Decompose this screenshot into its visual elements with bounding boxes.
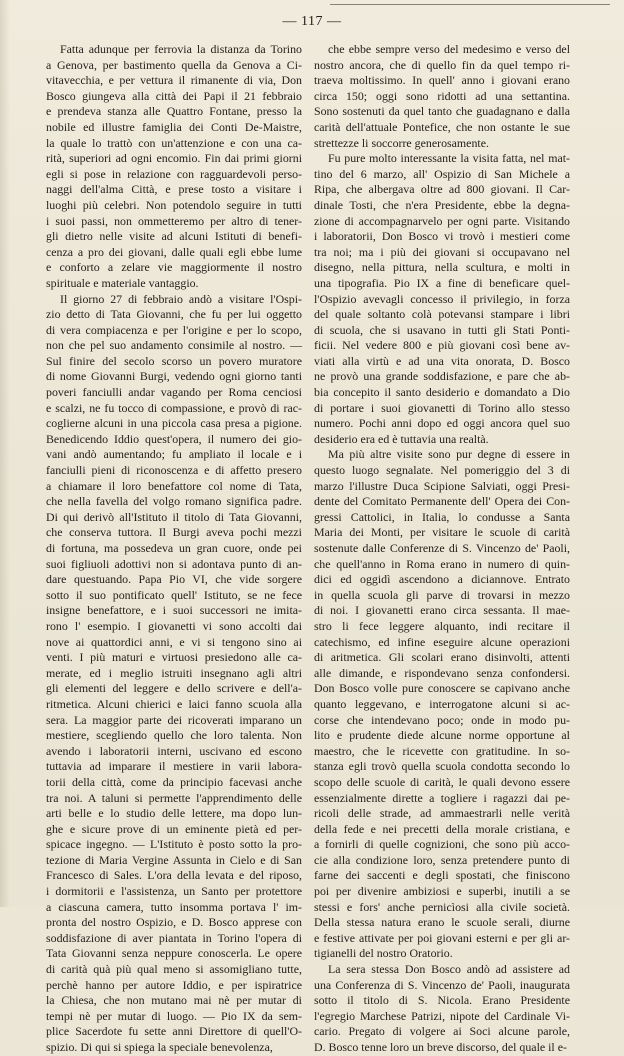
text-line: catechismo, ed infine eseguire alcune operazioni	[314, 634, 570, 649]
text-line: di portare i suoi giovanetti di Torino allo stesso	[314, 400, 570, 415]
text-line: ritmetica. Alcuni chierici e laici fanno scuola alla	[46, 696, 302, 711]
text-line: di vera compiacenza e per l'origine e per lo scopo,	[46, 322, 302, 337]
text-line: scopo delle scuole di carità, le quali devono essere	[314, 774, 570, 789]
text-line: dare questuando. Papa Pio VI, che vide sorgere	[46, 572, 302, 587]
text-line: a fornirli di quelle cognizioni, che sono più acco-	[314, 837, 570, 852]
text-line: Ma più altre visite sono pur degne di essere in	[328, 447, 570, 462]
text-line: farne dei saccenti e degli spostati, che finiscono	[314, 868, 570, 883]
text-line: a Genova, per bastimento quella da Genova a Ci-	[46, 57, 302, 72]
text-line: sera. La maggior parte dei ricoverati imparano un	[46, 712, 302, 727]
text-line: strettezze li soccorre generosamente.	[314, 135, 489, 150]
text-line: che ebbe sempre verso del medesimo e verso del	[328, 42, 570, 56]
text-line: zione di accompagnarvelo per ogni parte. Visitando	[314, 213, 570, 228]
text-line: questo luogo segnalate. Nel pomeriggio del 3 di	[314, 463, 570, 478]
text-line: luoghi più celebri. Non potendolo seguire in tutti	[46, 197, 302, 212]
text-line: tra noi; ma i più dei giovani si occupavano nel	[314, 244, 570, 259]
text-line: di aritmetica. Gli scolari erano disinvolti, attenti	[314, 650, 570, 665]
text-line: una Conferenza di S. Vincenzo de' Paoli, inaugurata	[314, 977, 570, 992]
text-line: circa 150; oggi sono ridotti ad una settantina.	[314, 88, 570, 103]
text-line: sotto il titolo di S. Nicola. Erano Presidente	[314, 993, 570, 1008]
text-line: nobile ed illustre famiglia dei Conti De-Maistre,	[46, 119, 302, 134]
text-line: che conserva tuttora. Il Burgi aveva pochi mezzi	[46, 525, 302, 540]
text-line: tezione di Maria Vergine Assunta in Cielo e di San	[46, 852, 302, 867]
text-line: traeva moltissimo. In quell' anno i giovani erano	[314, 73, 570, 88]
text-line: nostro ancora, che di quello fin da quel tempo ri-	[314, 57, 570, 72]
text-line: spizio. Di qui si spiega la speciale benevolenza,	[46, 1040, 273, 1054]
paragraph	[46, 42, 302, 292]
left-column	[46, 42, 302, 1056]
text-line: stro li fece leggere alquanto, indi recitare il	[314, 618, 570, 633]
text-line: di fortuna, ma possedeva un gran cuore, onde pei	[46, 541, 302, 555]
text-line: disegno, nella pittura, nella scultura, e molti in	[314, 260, 570, 275]
text-line: vani andò aumentando; fu ampliato il locale e i	[46, 447, 302, 462]
text-line: poveri fanciulli andar vagando per Roma cenciosi	[46, 385, 302, 400]
text-line: Maria dei Monti, per visitare le scuole di carità	[314, 525, 570, 540]
text-line: torii della città, come da principio facevasi anche	[46, 774, 302, 789]
text-line: la Chiesa, che non mutano mai nè per mutar di	[46, 993, 302, 1008]
text-line: di noi. I giovanetti erano circa sessanta. Il mae-	[314, 603, 570, 618]
text-line: Sono sostenuti da quel tanto che guadagnano e dalla	[314, 104, 570, 119]
text-line: corse che intendevano poco; onde in modo pu-	[314, 712, 570, 727]
paragraph	[314, 151, 570, 447]
text-line: maestro, che le ricevette con gratitudine. In so-	[314, 743, 570, 758]
text-line: Fu pure molto interessante la visita fatta, nel mat-	[328, 151, 570, 166]
text-line: che quell'anno in Roma erano in numero di quin-	[314, 556, 570, 571]
text-line: Tata Giovanni senza neppure conoscerla. Le opere	[46, 946, 302, 961]
text-line: l'Ospizio avevagli concesso il privilegio, in forza	[314, 291, 570, 306]
text-line: ficii. Nel vedere 800 e più giovani così bene av-	[314, 338, 570, 353]
paragraph	[314, 447, 570, 962]
text-line: gli elementi del leggere e dello scrivere e dell'a-	[46, 681, 302, 696]
text-line: merate, ed i meglio istruiti insegnano agli altri	[46, 665, 302, 680]
text-line: Benedicendo Iddio quest'opera, il numero dei gio-	[46, 431, 302, 446]
text-line: dici ed oggidì ascendono a diciannove. Entrato	[314, 572, 570, 587]
text-line: carità dell'attuale Pontefice, che non ostante le sue	[314, 119, 570, 134]
text-line: la quale lo trattò con un'attenzione e con una ca-	[46, 135, 302, 150]
text-line: egli si pose in relazione con ragguardevoli perso-	[46, 166, 302, 181]
text-line: di carità quà più qual meno si assomigliano tutte,	[46, 962, 302, 977]
text-line: lito e prudente diede alcune norme opportune al	[314, 728, 570, 743]
text-line: spirituale e materiale vantaggio.	[46, 275, 199, 290]
text-line: perchè hanno per autore Iddio, e per ispiratrice	[46, 977, 302, 992]
text-line: nove ai quattordici anni, e vi si tengono sino ai	[46, 634, 302, 649]
text-line: Il giorno 27 di febbraio andò a visitare l'Ospi-	[60, 291, 302, 306]
text-line: tuttavia ad imparare il mestiere in varii labora-	[46, 759, 302, 774]
text-line: del quale soltanto colà potevansi stampare i libri	[314, 307, 570, 322]
text-line: una tipografia. Pio IX a fine di beneficare quel-	[314, 275, 570, 290]
text-line: dente del Comitato Permanente dell' Opera dei Con-	[314, 494, 570, 509]
text-line: arti belle e lo studio delle lettere, ma dopo lun-	[46, 806, 302, 821]
text-line: coglierne alcuni in una piccola casa presa a pigione.	[46, 416, 302, 431]
text-line: cario. Pregato di volgere ai Soci alcune parole,	[314, 1024, 570, 1039]
text-line: ghe e sicure prove di un eminente pietà ed per-	[46, 821, 302, 836]
text-line: cie alla condizione loro, senza pretendere punto di	[314, 852, 570, 867]
page-number: — 117 —	[282, 14, 342, 29]
text-line: a ciascuna camera, tutto insomma portava l' im-	[46, 899, 302, 914]
text-line: essenzialmente dirette a togliere i ragazzi dai pe-	[314, 790, 570, 805]
text-line: Della stessa natura erano le scuole serali, diurne	[314, 915, 570, 930]
text-line: mestiere, scegliendo quello che loro talenta. Non	[46, 728, 302, 743]
text-line: e prendeva stanza alle Quattro Fontane, presso la	[46, 104, 302, 119]
paragraph	[46, 292, 302, 1056]
text-line: gressi Cattolici, in Italia, lo condusse a Santa	[314, 509, 570, 524]
text-line: e scalzi, ne fu tocco di compassione, e provò di rac-	[46, 400, 302, 415]
text-line: stessi e fors' anche pernicìosi alla civile società.	[314, 899, 570, 914]
text-line: a chiamare il loro benefattore col nome di Tata,	[46, 478, 302, 493]
text-line: Bosco giungeva alla città dei Papi il 21 febbraio	[46, 88, 302, 103]
text-line: sostenute dalle Conferenze di S. Vincenzo de' Paoli,	[314, 541, 570, 555]
text-line: di scuola, che si usavano in tutti gli Stati Ponti-	[314, 322, 570, 337]
text-line: numero. Pochi anni dopo ed oggi ancora quel suo	[314, 416, 570, 431]
text-line: gli dietro nelle visite ad alcuni Istituti di benefi-	[46, 229, 302, 244]
text-line: desiderio era ed è tuttavia una realtà.	[314, 431, 489, 446]
text-line: vitavecchia, e per vettura il rimanente di via, Don	[46, 73, 302, 88]
text-line: fanciulli pieni di riconoscenza e di affetto presero	[46, 463, 302, 478]
text-line: viati alla virtù e ad una vita onorata, D. Bosco	[314, 353, 570, 368]
text-line: tigianelli del nostro Oratorio.	[314, 946, 453, 961]
text-line: che nella favella del volgo romano significa padre.	[46, 494, 302, 509]
text-line: l'egregio Marchese Patrizi, nipote del Cardinale Vi-	[314, 1008, 570, 1023]
text-line: zio detto di Tata Giovanni, che fu per lui oggetto	[46, 307, 302, 322]
text-line: Francesco di Sales. L'ora della levata e del riposo,	[46, 868, 302, 883]
text-line: i dormitorii e l'assistenza, un Santo per protettore	[46, 884, 302, 899]
text-line: ricoli delle strade, ad ammaestrarli nelle verità	[314, 806, 570, 821]
text-line: Sul finire del secolo scorso un povero muratore	[46, 353, 302, 368]
text-line: tino del 6 marzo, all' Ospizio di San Michele a	[314, 166, 570, 181]
right-column	[314, 42, 570, 1056]
text-line: dinale Tosti, che n'era Presidente, ebbe la degna-	[314, 197, 570, 212]
text-line: di nome Giovanni Burgi, vedendo ogni giorno tanti	[46, 369, 302, 384]
top-rule	[330, 4, 610, 5]
text-line: pronta del nostro Ospizio, e D. Bosco apprese con	[46, 915, 302, 930]
text-line: Di qui derivò all'Istituto il titolo di Tata Giovanni,	[46, 509, 302, 524]
text-line: rità, superiori ad ogni encomio. Fin dai primi giorni	[46, 151, 302, 166]
text-line: Don Bosco volle pure conoscere se capivano anche	[314, 681, 570, 696]
text-line: e conforto a zelare vie maggiormente il nostro	[46, 260, 302, 275]
text-line: in quella scuola gli parve di trovarsi in mezzo	[314, 587, 570, 602]
text-line: spicace ingegno. — L'Istituto è posto sotto la pro-	[46, 837, 302, 852]
text-line: D. Bosco tenne loro un breve discorso, del quale il e-	[314, 1040, 567, 1054]
text-line: bia concepito il santo desiderio e domandato a Dio	[314, 385, 570, 400]
text-line: i laboratorii, Don Bosco vi trovò i mestieri come	[314, 229, 570, 244]
text-line: quanto leggevano, e interrogatone alcuni si ac-	[314, 696, 570, 711]
text-line: tra noi. A taluni si permette l'apprendimento delle	[46, 790, 302, 805]
text-line: rono l' esempio. I giovanetti vi sono accolti dai	[46, 618, 302, 633]
text-line: Fatta adunque per ferrovia la distanza da Torino	[60, 42, 302, 56]
text-line: avendo i laboratorii interni, uscivano ed escono	[46, 743, 302, 758]
text-line: e festive attivate per poi giovani esterni e per gli ar-	[314, 930, 570, 945]
text-line: La sera stessa Don Bosco andò ad assistere ad	[328, 962, 570, 977]
text-line: i suoi passi, non ommetteremo per altro di tener-	[46, 213, 302, 228]
text-line: venti. I più maturi e virtuosi presiedono alle ca-	[46, 650, 302, 665]
text-line: poi per divenire ambiziosi e superbi, inutili a se	[314, 884, 570, 899]
text-line: tempi nè per mutar di luogo. — Pio IX da sem-	[46, 1008, 302, 1023]
paragraph	[314, 42, 570, 151]
text-line: suoi figliuoli adottivi non si adontava punto di an-	[46, 556, 302, 571]
text-line: soddisfazione di aver piantata in Torino l'opera di	[46, 930, 302, 945]
text-line: ne provò una grande soddisfazione, e pare che ab-	[314, 369, 570, 384]
text-line: plice Sacerdote fu sette anni Direttore di quell'O-	[46, 1024, 302, 1039]
text-line: Ripa, che albergava oltre ad 800 giovani. Il Car-	[314, 182, 570, 197]
text-line: alle dimande, e rispondevano senza confondersi.	[314, 665, 570, 680]
text-line: della fede e nei precetti della morale cristiana, e	[314, 821, 570, 836]
text-line: non che pel suo andamento consimile al nostro. —	[46, 338, 302, 353]
paragraph	[314, 962, 570, 1056]
text-line: marzo l'illustre Duca Scipione Salviati, oggi Presi-	[314, 478, 570, 493]
text-line: stanza egli trovò quella scuola condotta secondo lo	[314, 759, 570, 774]
text-line: sotto il suo pontificato quell' Istituto, se ne fece	[46, 587, 302, 602]
text-line: cenza a pro dei giovani, dalle quali egli ebbe lume	[46, 244, 302, 259]
text-line: naggi dell'alma Città, e prese tosto a visitare i	[46, 182, 302, 197]
text-line: insigne benefattore, e i suoi successori ne imita-	[46, 603, 302, 618]
